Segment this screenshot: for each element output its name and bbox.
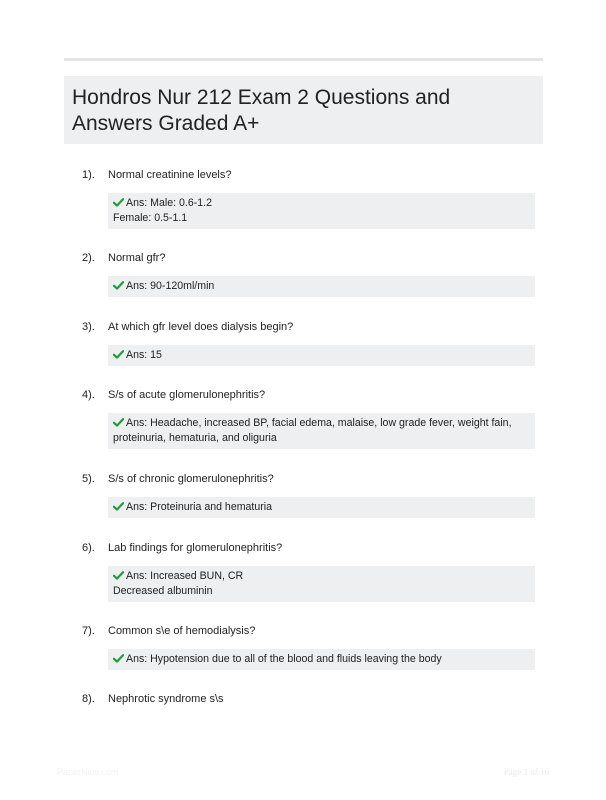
question-text: Nephrotic syndrome s\s bbox=[108, 693, 224, 705]
checkmark-icon bbox=[113, 418, 124, 427]
answer-text: Ans: 90-120ml/min bbox=[126, 280, 215, 292]
question-number: 8). bbox=[82, 693, 95, 705]
checkmark-icon bbox=[113, 198, 124, 207]
top-divider bbox=[64, 58, 543, 61]
answer-text: Decreased albuminin bbox=[113, 585, 213, 597]
checkmark-icon bbox=[113, 350, 124, 359]
checkmark-icon bbox=[113, 502, 124, 511]
answer-box bbox=[108, 345, 535, 366]
title-banner bbox=[64, 76, 543, 144]
answer-text: proteinuria, hematuria, and oliguria bbox=[113, 432, 277, 444]
question-number: 2). bbox=[82, 252, 95, 264]
question-text: S/s of acute glomerulonephritis? bbox=[108, 389, 266, 401]
answer-text: Ans: 15 bbox=[126, 349, 162, 361]
question-number: 7). bbox=[82, 625, 95, 637]
checkmark-icon bbox=[113, 281, 124, 290]
document-title: Hondros Nur 212 Exam 2 Questions and Answers Graded A+ bbox=[72, 86, 451, 135]
answer-box bbox=[108, 566, 535, 602]
answer-text: Ans: Proteinuria and hematuria bbox=[126, 501, 273, 513]
answer-box bbox=[108, 413, 535, 449]
question-number: 4). bbox=[82, 389, 95, 401]
question-text: Normal gfr? bbox=[108, 252, 166, 264]
question-number: 3). bbox=[82, 321, 95, 333]
checkmark-icon bbox=[113, 571, 124, 580]
answer-box bbox=[108, 276, 535, 297]
answer-box bbox=[108, 497, 535, 518]
question-number: 1). bbox=[82, 169, 95, 181]
question-text: At which gfr level does dialysis begin? bbox=[108, 321, 294, 333]
answer-box bbox=[108, 193, 535, 229]
answer-text: Ans: Hypotension due to all of the blood and fluids leaving the body bbox=[126, 653, 442, 665]
answer-text: Ans: Headache, increased BP, facial edema, malaise, low grade fever, weight fain, bbox=[126, 417, 512, 429]
answer-box bbox=[108, 649, 535, 670]
answer-text: Ans: Increased BUN, CR bbox=[126, 570, 244, 582]
answer-text: Ans: Male: 0.6-1.2 bbox=[126, 197, 212, 209]
checkmark-icon bbox=[113, 654, 124, 663]
question-text: Normal creatinine levels? bbox=[108, 169, 232, 181]
question-text: S/s of chronic glomerulonephritis? bbox=[108, 473, 274, 485]
question-text: Lab findings for glomerulonephritis? bbox=[108, 542, 283, 554]
question-text: Common s\e of hemodialysis? bbox=[108, 625, 256, 637]
question-number: 6). bbox=[82, 542, 95, 554]
page-indicator: Page 1 of 16 bbox=[503, 767, 549, 777]
answer-text: Female: 0.5-1.1 bbox=[113, 212, 188, 224]
question-number: 5). bbox=[82, 473, 95, 485]
footer-watermark: PaperNibs.com bbox=[57, 767, 119, 777]
